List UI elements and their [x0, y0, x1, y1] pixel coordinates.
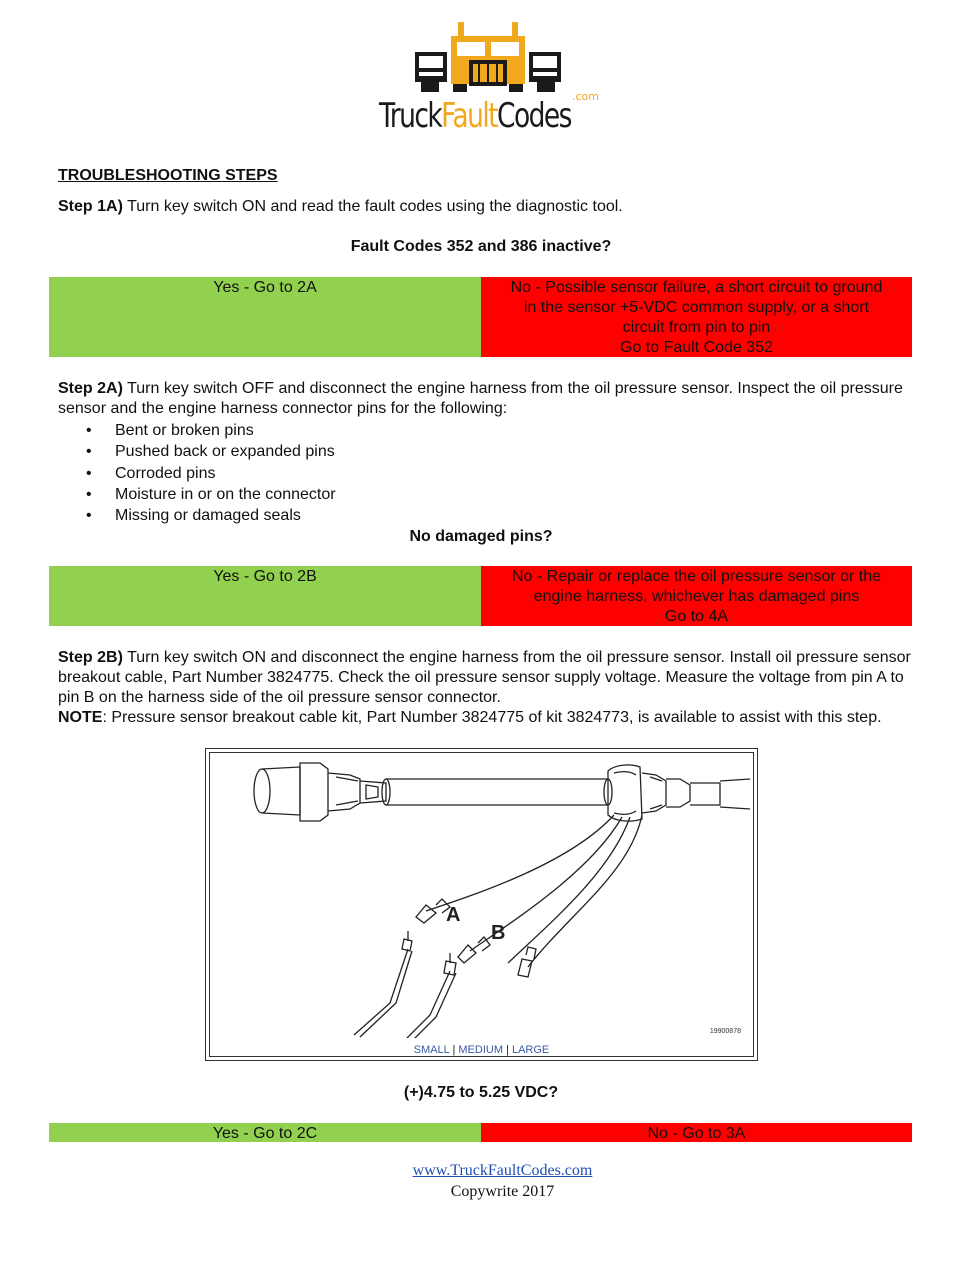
- footer-copyright: Copywrite 2017: [450, 1183, 555, 1200]
- figure-size-links: [210, 1044, 753, 1056]
- step-2a-no-line: engine harness, whichever has damaged pins: [533, 588, 860, 605]
- step-2a-paragraph: [58, 379, 918, 419]
- figure-frame: [209, 752, 754, 1057]
- list-item: • Pushed back or expanded pins: [86, 441, 336, 462]
- size-small-link[interactable]: SMALL: [413, 1044, 450, 1056]
- step-1a-no-line: in the sensor +5-VDC common supply, or a short: [523, 299, 870, 316]
- step-1a-answer-row: [49, 277, 912, 357]
- breakout-cable-illustration: [210, 753, 755, 1038]
- step-1a-text: Turn key switch ON and read the fault codes using the diagnostic tool.: [122, 198, 623, 215]
- pin-a-label: A: [446, 904, 461, 926]
- logo-word-codes: Codes: [497, 96, 571, 136]
- logo-com-suffix: .com: [572, 90, 599, 103]
- list-item: • Moisture in or on the connector: [86, 484, 336, 505]
- step-2b-paragraph: [58, 648, 918, 728]
- breakout-cable-figure: [205, 748, 758, 1061]
- step-1a-label: Step 1A): [58, 198, 123, 215]
- step-2b-label: Step 2B): [58, 649, 123, 666]
- note-label: NOTE: [58, 709, 103, 726]
- step-2a-yes-cell: Yes - Go to 2B: [49, 566, 481, 626]
- step-2a-question: No damaged pins?: [409, 528, 553, 545]
- list-item: • Corroded pins: [86, 463, 336, 484]
- step-1a-no-line: No - Possible sensor failure, a short circuit to ground: [510, 279, 883, 296]
- step-1a-question: Fault Codes 352 and 386 inactive?: [350, 238, 612, 255]
- inspection-checklist: [86, 420, 336, 526]
- brand-logo: [375, 18, 607, 136]
- pin-b-label: B: [491, 922, 506, 944]
- step-2b-no-cell: No - Go to 3A: [481, 1123, 912, 1142]
- step-1a-no-line: Go to Fault Code 352: [620, 339, 773, 356]
- list-item: • Missing or damaged seals: [86, 505, 336, 526]
- size-separator: |: [452, 1044, 456, 1056]
- step-1a-yes-cell: Yes - Go to 2A: [49, 277, 481, 357]
- step-2b-text: Turn key switch ON and disconnect the engine harness from the oil pressure sensor. Install oil pressure sensor breakout cable, Part Number 3824775. Check the oil pressure sensor supply voltage. Measure the voltage from pin A to pin B on the harness side of the oil pressure sensor connector.: [58, 649, 911, 706]
- step-1a-no-cell: [481, 277, 912, 357]
- size-medium-link[interactable]: MEDIUM: [458, 1044, 503, 1056]
- list-item: • Bent or broken pins: [86, 420, 336, 441]
- step-2a-no-line: Go to 4A: [664, 608, 729, 625]
- logo-wordmark: [379, 96, 571, 136]
- page-heading: TROUBLESHOOTING STEPS: [58, 167, 278, 184]
- step-2a-no-cell: [481, 566, 912, 626]
- logo-word-truck: Truck: [379, 96, 442, 136]
- step-2b-answer-row: [49, 1123, 912, 1142]
- note-text: : Pressure sensor breakout cable kit, Part Number 3824775 of kit 3824773, is available to assist with this step.: [102, 709, 882, 726]
- step-2a-answer-row: [49, 566, 912, 626]
- step-2a-label: Step 2A): [58, 380, 123, 397]
- step-2b-yes-cell: Yes - Go to 2C: [49, 1123, 481, 1142]
- figure-id: 19900878: [709, 1028, 741, 1035]
- size-separator: |: [506, 1044, 509, 1056]
- step-1a-paragraph: [58, 197, 918, 217]
- footer-website-link[interactable]: www.TruckFaultCodes.com: [412, 1162, 593, 1179]
- step-2a-no-line: No - Repair or replace the oil pressure sensor or the: [511, 568, 882, 585]
- step-2a-text: Turn key switch OFF and disconnect the engine harness from the oil pressure sensor. Inspect the oil pressure sensor and the engine harness connector pins for the following:: [58, 380, 903, 417]
- logo-word-fault: Fault: [441, 96, 498, 136]
- step-1a-no-line: circuit from pin to pin: [622, 319, 771, 336]
- size-large-link[interactable]: LARGE: [511, 1044, 550, 1056]
- step-2b-question: (+)4.75 to 5.25 VDC?: [403, 1084, 559, 1101]
- truck-icon: [413, 18, 563, 94]
